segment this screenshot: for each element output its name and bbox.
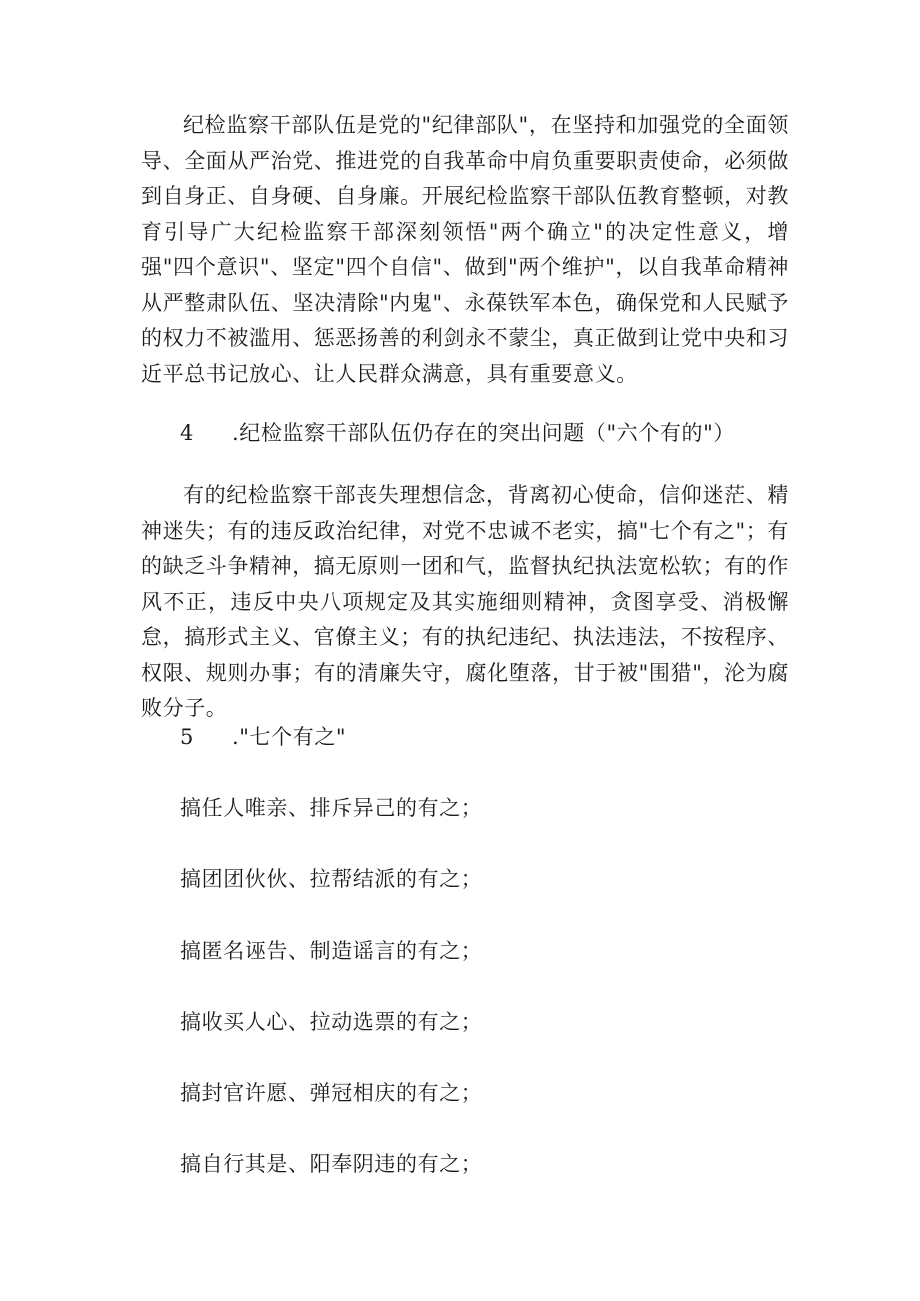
section-number: 4	[180, 421, 194, 445]
section-heading-4	[180, 418, 735, 448]
list-item: 搞团团伙伙、拉帮结派的有之；	[180, 867, 483, 891]
section-title: ."七个有之"	[232, 725, 347, 749]
paragraph-six-problems: 有的纪检监察干部丧失理想信念，背离初心使命，信仰迷茫、精神迷失；有的违反政治纪律，对党不忠诚不老实，搞"七个有之"；有的缺乏斗争精神，搞无原则一团和气，监督执纪执法宽松软；有的作风不正，违反中央八项规定及其实施细则精神，贪图享受、消极懈怠，搞形式主义、官僚主义；有的执纪违纪、执法违法，不按程序、权限、规则办事；有的清廉失守，腐化堕落，甘于被"围猎"，沦为腐败分子。	[141, 483, 789, 720]
list-item: 搞匿名诬告、制造谣言的有之；	[180, 939, 483, 963]
paragraph-discipline-team: 纪检监察干部队伍是党的"纪律部队"，在坚持和加强党的全面领导、全面从严治党、推进党的自我革命中肩负重要职责使命，必须做到自身正、自身硬、自身廉。开展纪检监察干部队伍教育整顿，对教育引导广大纪检监察干部深刻领悟"两个确立"的决定性意义，增强"四个意识"、坚定"四个自信"、做到"两个维护"，以自我革命精神从严整肃队伍、坚决清除"内鬼"、永葆铁军本色，确保党和人民赋予的权力不被滥用、惩恶扬善的利剑永不蒙尘，真正做到让党中央和习近平总书记放心、让人民群众满意，具有重要意义。	[141, 113, 789, 386]
section-heading-5	[180, 722, 346, 752]
list-item: 搞收买人心、拉动选票的有之；	[180, 1010, 483, 1034]
list-item: 搞任人唯亲、排斥异己的有之；	[180, 796, 483, 820]
list-item: 搞封官许愿、弹冠相庆的有之；	[180, 1081, 483, 1105]
section-number: 5	[180, 725, 194, 749]
list-item: 搞自行其是、阳奉阴违的有之；	[180, 1152, 483, 1176]
section-title: .纪检监察干部队伍仍存在的突出问题（"六个有的"）	[232, 421, 735, 445]
